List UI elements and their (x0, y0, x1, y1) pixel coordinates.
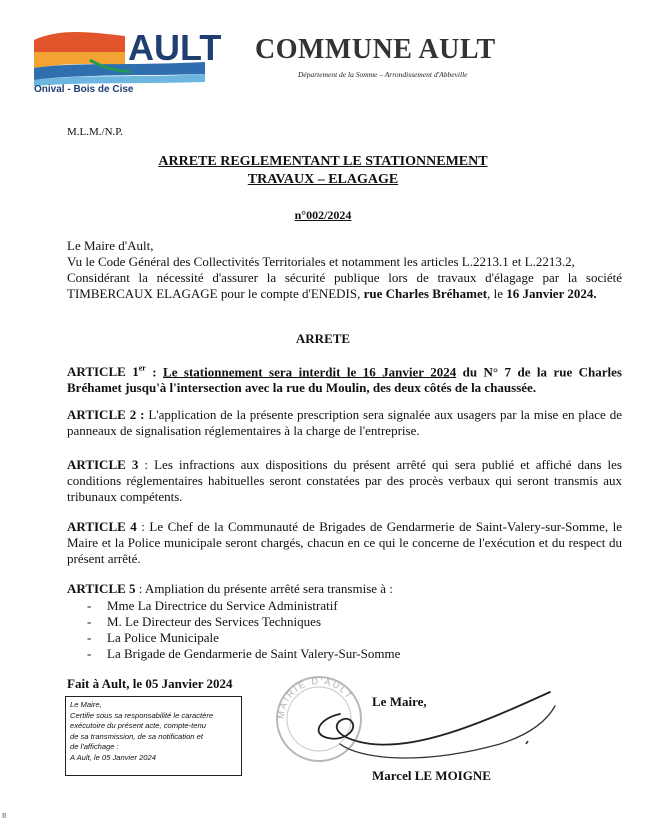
mayor-label: Le Maire, (372, 694, 427, 709)
article-2-text: L'application de la présente prescription sera signalée aux usagers par la mise en place de panneaux de signalisation réglementaires à la charge de l'entreprise. (67, 407, 622, 438)
place-date: Fait à Ault, le 05 Janvier 2024 (67, 676, 233, 691)
logo-subtitle: Onival - Bois de Cise (34, 84, 134, 95)
article-4-text: : Le Chef de la Communauté de Brigades de Gendarmerie de Saint-Valery-sur-Somme, le Maire et la Police municipale seront chargés, chacun en ce qui le concerne de l'exécution et du respect du présent arrêté. (67, 519, 622, 566)
article-2 (67, 407, 622, 439)
certification-line: exécutoire du présent acte, compte-tenu (70, 721, 206, 730)
article-2-label: ARTICLE 2 : (67, 407, 145, 422)
certification-line: A Ault, le 05 Janvier 2024 (70, 752, 156, 762)
article-1-underlined: Le stationnement sera interdit le 16 Janvier 2024 (163, 364, 457, 380)
article-1-colon: : (145, 364, 164, 380)
recipient-item: - La Police Municipale (87, 630, 219, 645)
certification-line: de sa transmission, de sa notification et (70, 731, 203, 741)
mayor-name: Marcel LE MOIGNE (372, 768, 491, 783)
certification-line: Le Maire, (70, 700, 102, 709)
article-4 (67, 519, 622, 567)
article-1-label: ARTICLE 1er (67, 364, 146, 380)
margin-mark: R (2, 812, 7, 820)
considering-mid: , le (487, 286, 507, 301)
document-title-line1: ARRETE REGLEMENTANT LE STATIONNEMENT (158, 154, 488, 169)
recipients-list (87, 598, 587, 662)
recipient-item: - La Brigade de Gendarmerie de Saint Valery-Sur-Somme (87, 646, 401, 661)
department-line: Département de la Somme – Arrondissement d'Abbeville (298, 70, 468, 79)
preamble-code: Vu le Code Général des Collectivités Territoriales et notamment les articles L.2213.1 et L.2213.2, (67, 254, 575, 269)
document-title-line2: TRAVAUX – ELAGAGE (247, 172, 399, 187)
preamble-considering (67, 270, 622, 302)
article-5 (67, 581, 622, 597)
article-3 (67, 457, 622, 505)
preamble-mayor: Le Maire d'Ault, (67, 238, 154, 253)
article-5-label: ARTICLE 5 (67, 581, 136, 596)
article-3-label: ARTICLE 3 (67, 457, 139, 472)
article-1 (67, 361, 622, 396)
considering-text: Considérant la nécessité d'assurer la sécurité publique lors de travaux d'élagage par la société TIMBERCAUX ELAGAGE pour le compte d'ENEDIS, (67, 270, 622, 301)
org-name: COMMUNE AULT (255, 34, 496, 65)
preamble (67, 238, 622, 302)
article-1-text: du N° 7 de la rue Charles Bréhamet jusqu'à l'intersection avec la rue du Moulin, des deux côtés de la chaussée. (67, 364, 622, 396)
reference-initials: M.L.M./N.P. (67, 126, 123, 138)
certification-line: Certifie sous sa responsabilité le caractère (70, 710, 214, 720)
stamp-text: MAIRIE D'AULT (275, 675, 356, 720)
decree-number: n°002/2024 (294, 208, 352, 222)
certification-line: de l'affichage : (70, 742, 119, 751)
article-5-text: : Ampliation du présente arrêté sera transmise à : (135, 581, 393, 596)
logo-wordmark: AULT (128, 27, 222, 68)
certification-box (65, 696, 242, 776)
mayor-signature (300, 684, 570, 774)
work-date: 16 Janvier 2024. (506, 286, 597, 301)
arrete-heading: ARRETE (295, 331, 351, 346)
recipient-item: - Mme La Directrice du Service Administratif (87, 598, 338, 613)
article-4-label: ARTICLE 4 (67, 519, 137, 534)
recipient-item: - M. Le Directeur des Services Techniques (87, 614, 321, 629)
street-name: rue Charles Bréhamet (363, 286, 488, 301)
article-3-text: : Les infractions aux dispositions du présent arrêté qui sera publié et affiché dans les conditions réglementaires habituelles seront constatées par des procès verbaux qui seront transmis aux tribunaux compétents. (67, 457, 622, 504)
